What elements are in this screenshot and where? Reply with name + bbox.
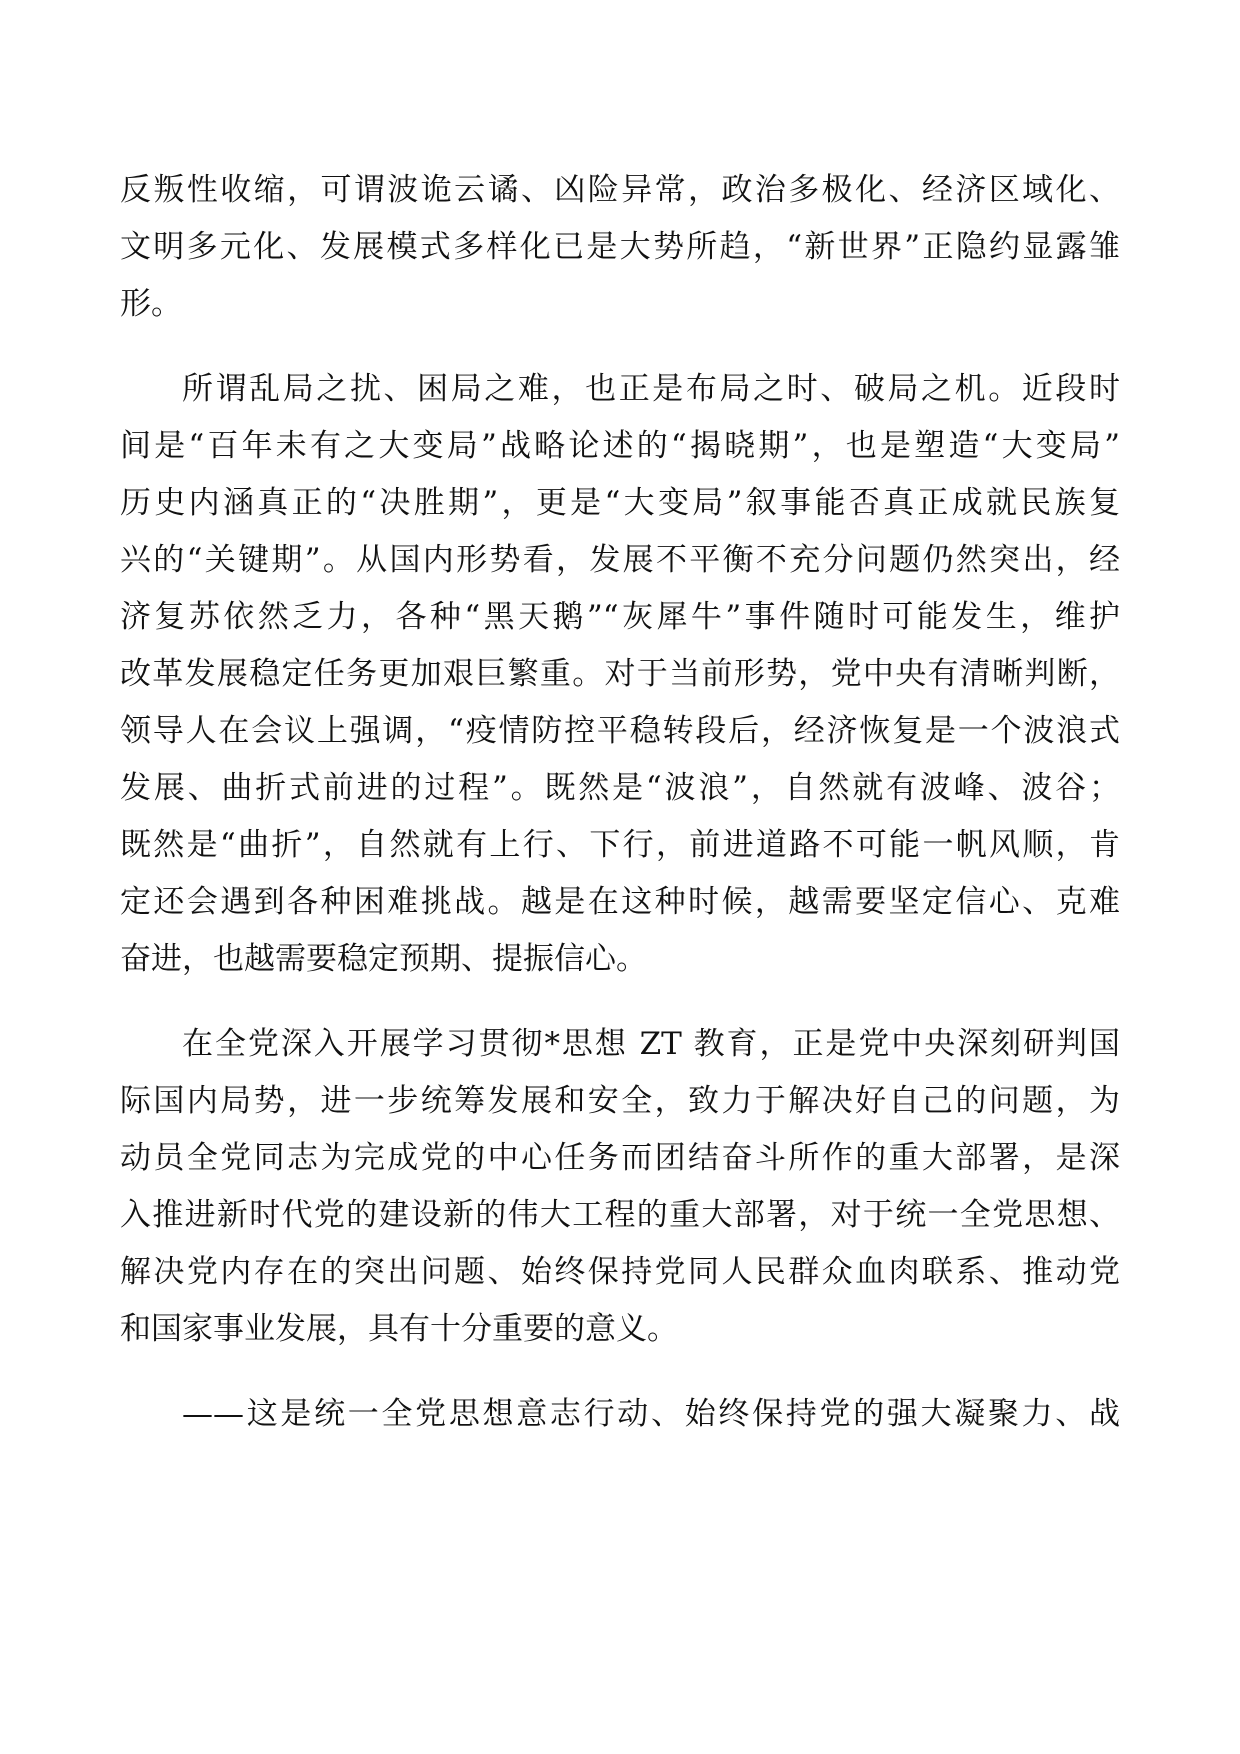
paragraph-2 (120, 361, 1120, 988)
text-line: 历史内涵真正的“决胜期”，更是“大变局”叙事能否真正成就民族复 (120, 485, 1120, 521)
text-line: 既然是“曲折”，自然就有上行、下行，前进道路不可能一帆风顺，肯 (120, 827, 1120, 863)
text-line: ——这是统一全党思想意志行动、始终保持党的强大凝聚力、战 (182, 1396, 1120, 1432)
paragraph-3 (120, 1016, 1120, 1358)
text-line: 发展、曲折式前进的过程”。既然是“波浪”，自然就有波峰、波谷； (120, 770, 1120, 806)
text-line: 奋进，也越需要稳定预期、提振信心。 (120, 941, 647, 977)
text-line: 和国家事业发展，具有十分重要的意义。 (120, 1311, 678, 1347)
text-line: 兴的“关键期”。从国内形势看，发展不平衡不充分问题仍然突出，经 (120, 542, 1120, 578)
text-line: 解决党内存在的突出问题、始终保持党同人民群众血肉联系、推动党 (120, 1254, 1120, 1290)
text-line: 济复苏依然乏力，各种“黑天鹅”“灰犀牛”事件随时可能发生，维护 (120, 599, 1120, 635)
text-line: 际国内局势，进一步统筹发展和安全，致力于解决好自己的问题，为 (120, 1083, 1120, 1119)
document-body (120, 162, 1120, 1443)
text-line: 反叛性收缩，可谓波诡云谲、凶险异常，政治多极化、经济区域化、 (120, 172, 1120, 208)
text-line: 定还会遇到各种困难挑战。越是在这种时候，越需要坚定信心、克难 (120, 884, 1120, 920)
text-line: 文明多元化、发展模式多样化已是大势所趋，“新世界”正隐约显露雏 (120, 229, 1120, 265)
text-line: 领导人在会议上强调，“疫情防控平稳转段后，经济恢复是一个波浪式 (120, 713, 1120, 749)
text-line: 入推进新时代党的建设新的伟大工程的重大部署，对于统一全党思想、 (120, 1197, 1120, 1233)
text-line: 改革发展稳定任务更加艰巨繁重。对于当前形势，党中央有清晰判断， (120, 656, 1120, 692)
text-line: 间是“百年未有之大变局”战略论述的“揭晓期”，也是塑造“大变局” (120, 428, 1120, 464)
text-line: 在全党深入开展学习贯彻*思想 ZT 教育，正是党中央深刻研判国 (182, 1026, 1120, 1062)
text-line: 形。 (120, 286, 182, 322)
text-line: 动员全党同志为完成党的中心任务而团结奋斗所作的重大部署，是深 (120, 1140, 1120, 1176)
paragraph-4 (120, 1386, 1120, 1443)
text-line: 所谓乱局之扰、困局之难，也正是布局之时、破局之机。近段时 (182, 371, 1120, 407)
paragraph-1 (120, 162, 1120, 333)
